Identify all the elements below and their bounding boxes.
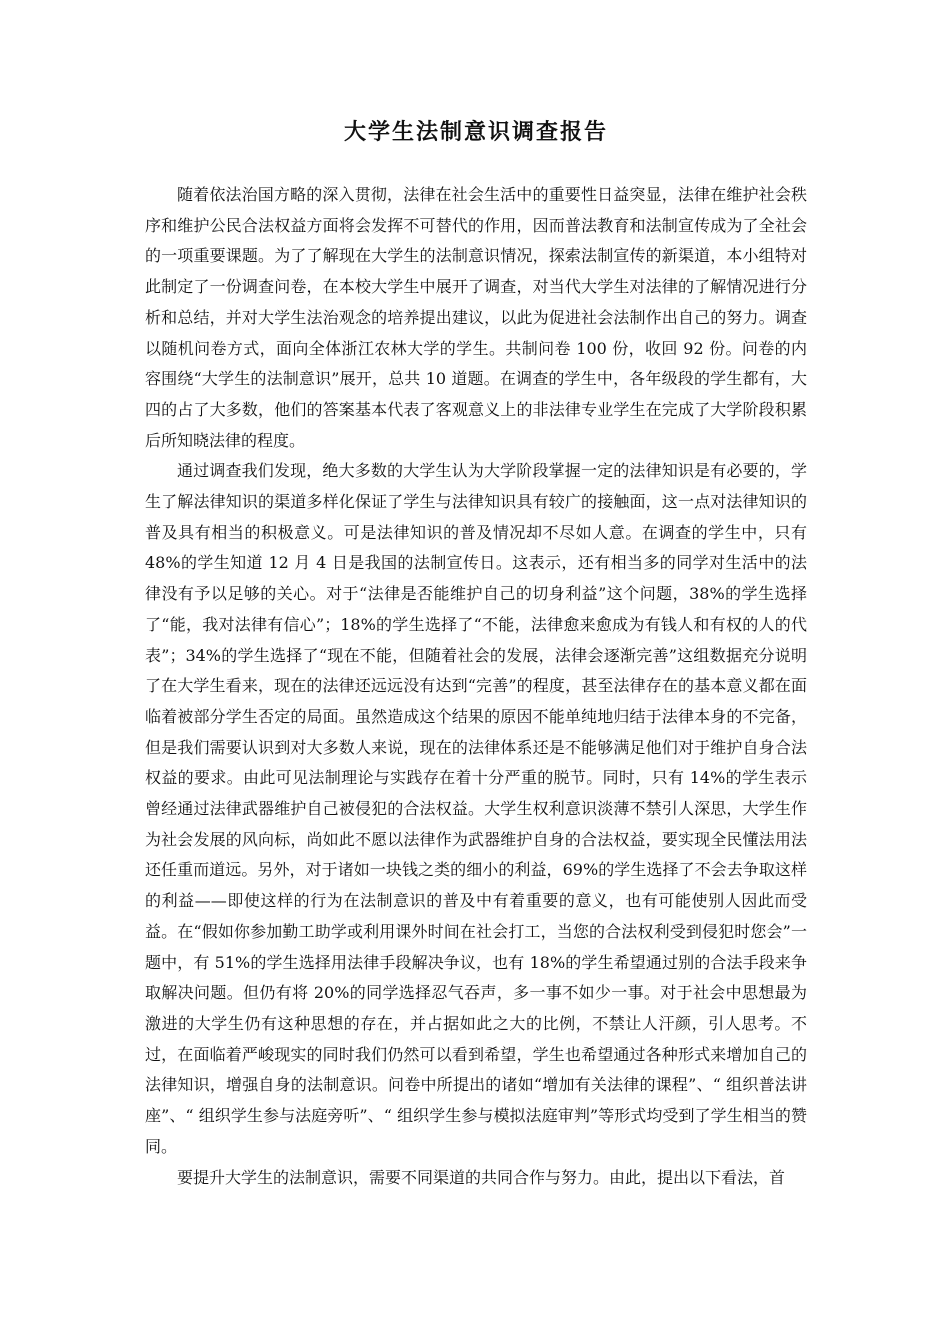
document-title: 大学生法制意识调查报告 (343, 120, 608, 145)
document-page (145, 112, 807, 1193)
paragraph-introduction: 随着依法治国方略的深入贯彻，法律在社会生活中的重要性日益突显，法律在维护社会秩序和维护公民合法权益方面将会发挥不可替代的作用，因而普法教育和法制宣传成为了全社会的一项重要课题。为了了解现在大学生的法制意识情况，探索法制宣传的新渠道，本小组特对此制定了一份调查问卷，在本校大学生中展开了调查，对当代大学生对法律的了解情况进行分析和总结，并对大学生法治观念的培养提出建议，以此为促进社会法制作出自己的努力。调查以随机问卷方式，面向全体浙江农林大学的学生。共制问卷 100 份，收回 92 份。问卷的内容围绕“大学生的法制意识”展开，总共 10 道题。在调查的学生中，各年级段的学生都有，大四的占了大多数，他们的答案基本代表了客观意义上的非法律专业学生在完成了大学阶段积累后所知晓法律的程度。 (145, 185, 807, 450)
paragraph-suggestions: 要提升大学生的法制意识，需要不同渠道的共同合作与努力。由此，提出以下看法，首 (177, 1167, 786, 1187)
paragraph-findings: 通过调查我们发现，绝大多数的大学生认为大学阶段掌握一定的法律知识是有必要的，学生了解法律知识的渠道多样化保证了学生与法律知识具有较广的接触面，这一点对法律知识的普及具有相当的积极意义。可是法律知识的普及情况却不尽如人意。在调查的学生中，只有 48%的学生知道 12 月 4 日是我国的法制宣传日。这表示，还有相当多的同学对生活中的法律没有予以足够的关心。对于“法律是否能维护自己的切身利益”这个问题，38%的学生选择了“能，我对法律有信心”；18%的学生选择了“不能，法律愈来愈成为有钱人和有权的人的代表”；34%的学生选择了“现在不能，但随着社会的发展，法律会逐渐完善”这组数据充分说明了在大学生看来，现在的法律还远远没有达到“完善”的程度，甚至法律存在的基本意义都在面临着被部分学生否定的局面。虽然造成这个结果的原因不能单纯地归结于法律本身的不完备，但是我们需要认识到对大多数人来说，现在的法律体系还是不能够满足他们对于维护自身合法权益的要求。由此可见法制理论与实践存在着十分严重的脱节。同时，只有 14%的学生表示曾经通过法律武器维护自己被侵犯的合法权益。大学生权利意识淡薄不禁引人深思，大学生作为社会发展的风向标，尚如此不愿以法律作为武器维护自身的合法权益，要实现全民懂法用法还任重而道远。另外，对于诸如一块钱之类的细小的利益，69%的学生选择了不会去争取这样的利益——即使这样的行为在法制意识的普及中有着重要的意义，也有可能使别人因此而受益。在“假如你参加勤工助学或利用课外时间在社会打工，当您的合法权利受到侵犯时您会”一题中，有 51%的学生选择用法律手段解决争议，也有 18%的学生希望通过别的合法手段来争取解决问题。但仍有将 20%的同学选择忍气吞声，多一事不如少一事。对于社会中思想最为激进的大学生仍有这种思想的存在，并占据如此之大的比例，不禁让人汗颜，引人思考。不过，在面临着严峻现实的同时我们仍然可以看到希望，学生也希望通过各种形式来增加自己的法律知识，增强自身的法制意识。问卷中所提出的诸如“增加有关法律的课程”、“ 组织普法讲座”、“ 组织学生参与法庭旁听”、“ 组织学生参与模拟法庭审判”等形式均受到了学生相当的赞同。 (145, 461, 807, 1156)
